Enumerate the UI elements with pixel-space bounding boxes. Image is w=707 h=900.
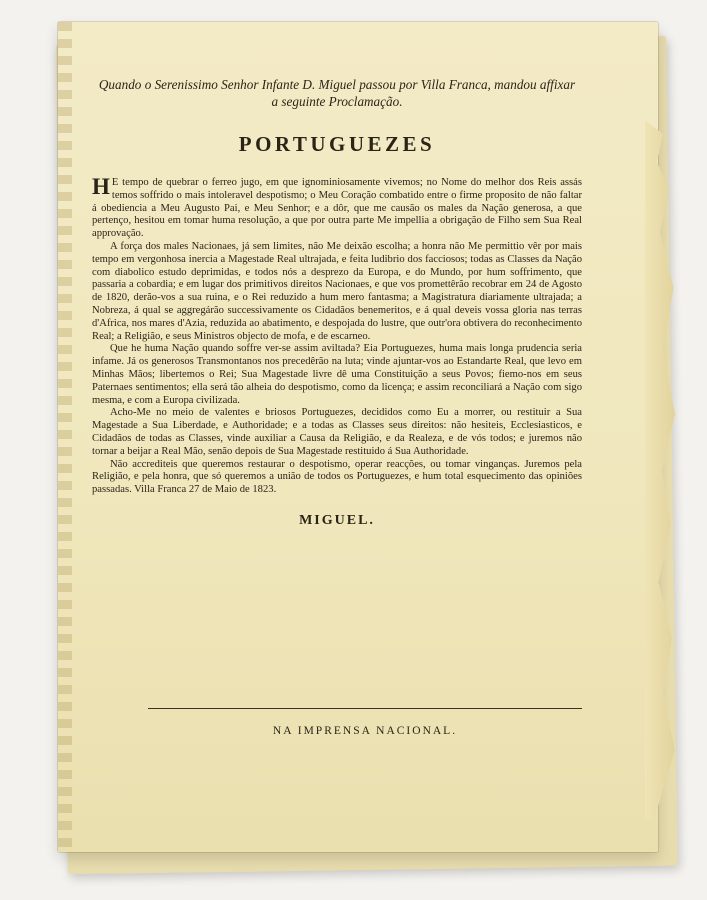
intro-caption: Quando o Serenissimo Senhor Infante D. Miguel passou por Villa Franca, mandou affixar a seguinte Proclamação. <box>98 77 576 109</box>
paragraph-1 <box>92 174 582 241</box>
printer-imprint: NA IMPRENSA NACIONAL. <box>272 725 458 737</box>
proclamation-text <box>92 76 582 529</box>
paragraph-4: Acho-Me no meio de valentes e briosos Portuguezes, decididos como Eu a morrer, ou restituir a Sua Magestade a Sua Liberdade, e Authoridade; e a todas as Classes seus direitos: não hesiteis, Ecclesiasticos, e Cidadãos de todas as Classes, vinde auxiliar a Causa da Religião, e da Realeza, e de vós todos; e juremos não tornar a beijar a Real Mão, senão depois de Sua Magestade restituido á Sua Authoridade. <box>92 407 582 457</box>
footer-divider <box>148 708 582 709</box>
paragraph-2: A força dos males Nacionaes, já sem limites, não Me deixão escolha; a honra não Me permittio vêr por mais tempo em vergonhosa inercia a Magestade Real ultrajada, e feita ludibrio dos facciosos; todas as Classes da Nação com diabolico estudo deprimidas, e todos nós a desprezo da Europa, e do Mundo, por hum soffrimento, que passaria a cobardia; e em lugar dos primitivos direitos Nacionaes, e que vos promettêrão recobrar em 24 de Agosto de 1820, derão-vos a sua ruina, e o Rei reduzido a hum mero fantasma; a Magistratura diariamente ultrajada; a Nobreza, á qual se aggregárão successivamente os Cidadãos benemeritos, e á qual deveis vossa gloria nas terras d'Africa, nos mares d'Azia, reduzida ao abatimento, e despojada do lustre, que outr'ora obtivera do reconhecimento Real; a Religião, e seus Ministros objecto de mofa, e de escarneo. <box>92 240 582 342</box>
paragraph-3: Que he huma Nação quando soffre ver-se assim aviltada? Eia Portuguezes, huma mais longa prudencia seria infame. Já os generosos Transmontanos nos precedêrão na luta; vinde ajuntar-vos ao Estandarte Real, que levo em Minhas Mãos; libertemos o Rei; Sua Magestade livre dê uma Constituição a seus Povos; fiemo-nos em seus Paternaes sentimentos; ella será tão alheia do despotismo, como da licença; e assim reconciliará a Nação com sigo mesma, e com a Europa civilizada. <box>92 343 582 406</box>
document-title: PORTUGUEZES <box>238 132 436 156</box>
proclamation-body <box>92 174 582 497</box>
drop-cap: H <box>92 174 110 199</box>
paragraph-1-text: E tempo de quebrar o ferreo jugo, em que ignominiosamente vivemos; no Nome do melhor dos Reis assás temos soffrido o mais intoleravel despotismo; o Meu Coração combatido entre o firme proposito de não faltar á obediencia a Meu Augusto Pai, e Meu Senhor; e a dôr, que me causão os males da Nação generosa, a que pertenço, hesitou em tomar huma resolução, a que por outra parte Me impellia a obrigação de Filho sem Sua Real approvação. <box>92 177 582 240</box>
signature: MIGUEL. <box>299 512 375 528</box>
paragraph-5: Não accrediteis que queremos restaurar o despotismo, operar reacções, ou tomar vinganças. Juremos pela Religião, e pela honra, que só queremos a união de todos os Portuguezes, e hum total esquecimento das opiniões passadas. Villa Franca 27 de Maio de 1823. <box>92 458 582 496</box>
